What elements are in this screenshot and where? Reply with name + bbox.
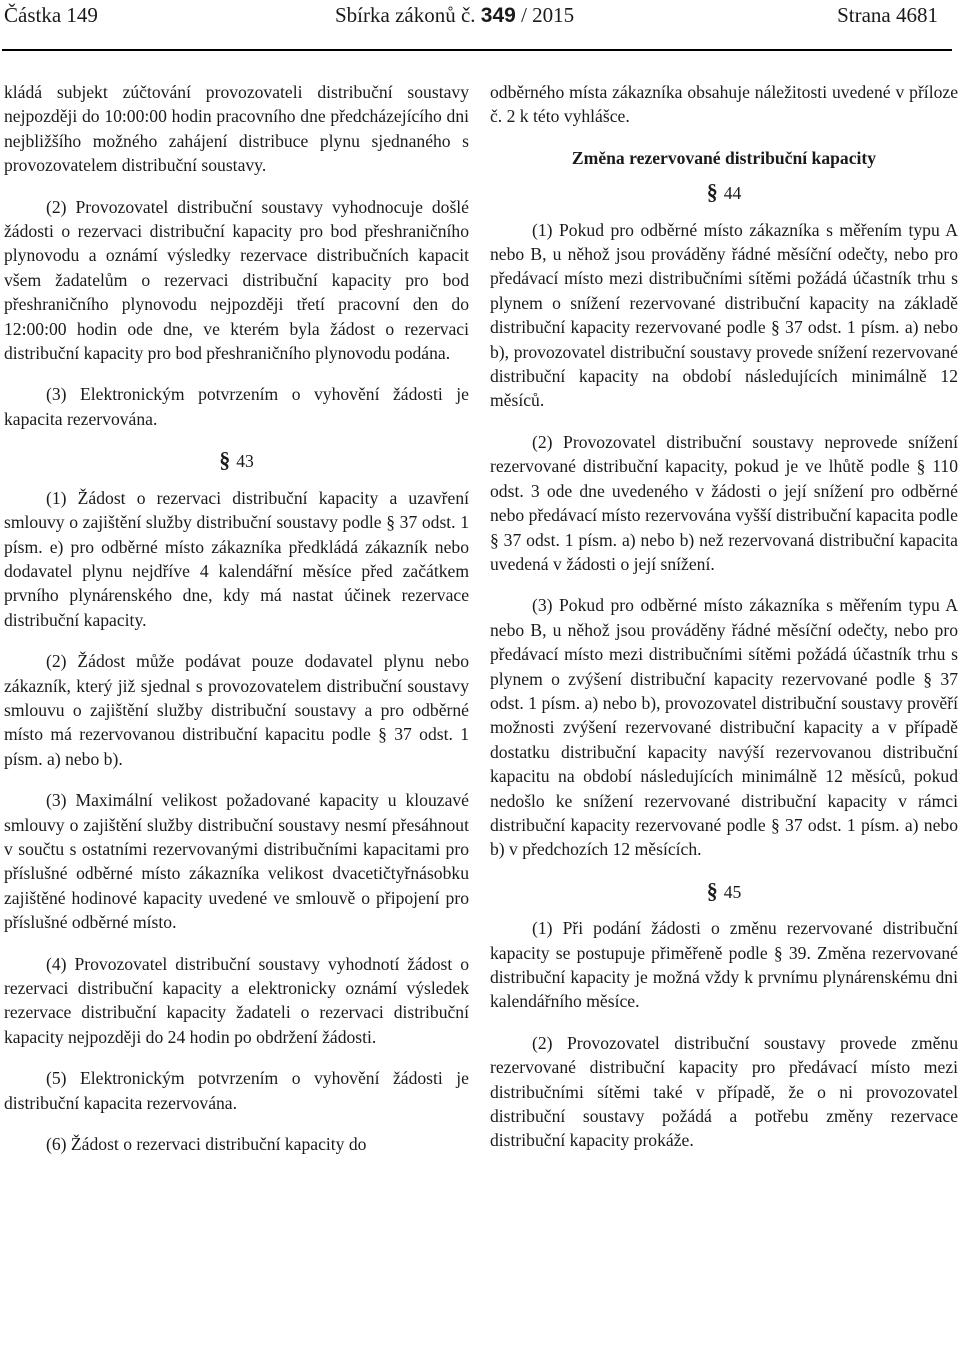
header-rule xyxy=(2,49,952,51)
paragraph-43-6: (6) Žádost o rezervaci distribuční kapacity do xyxy=(46,1134,367,1155)
section-heading-44 xyxy=(490,180,958,205)
header-collection-prefix: Sbírka zákonů č. xyxy=(335,3,476,27)
header-law-number: 349 xyxy=(480,4,516,27)
paragraph-continuation: kládá subjekt zúčtování provozovateli distribuční soustavy nejpozději do 10:00:00 hodin pracovního dne předcházejícího dni nejbližšího možného zahájení distribuce plynu sjednaného s provozovatelem distribuční soustavy. xyxy=(4,82,469,176)
paragraph-44-2: (2) Provozovatel distribuční soustavy neprovede snížení rezervované distribuční kapacity, pokud je ve lhůtě podle § 110 odst. 3 ode dne uvedeného v žádosti o její snížení pro odběrné nebo předávací místo rezervována vyšší distribuční kapacita podle § 37 odst. 1 písm. a) nebo b) než rezervovaná distribuční kapacita uvedená v žádosti o její snížení. xyxy=(490,431,958,574)
section-symbol: § xyxy=(706,179,718,205)
paragraph-44-3: (3) Pokud pro odběrné místo zákazníka s měřením typu A nebo B, u něhož jsou prováděny řádné měsíční odečty, nebo pro předávací místo mezi distribučními sítěmi požádá účastník trhu s plynem o zvýšení distribuční kapacity rezervované podle § 37 odst. 1 písm. a) nebo b), provozovatel distribuční soustavy prověří možnosti zvýšení rezervované distribuční kapacity a v případě dostatku distribuční kapacity navýší rezervovanou distribuční kapacitu na období následujících minimálně 12 měsíců, pokud nedošlo ke snížení rezervované distribuční kapacity v rámci distribuční kapacity rezervované podle § 37 odst. 1 písm. a) nebo b) v předchozích 12 měsících. xyxy=(490,595,958,860)
header-year: / 2015 xyxy=(521,3,575,27)
header-collection-title xyxy=(335,2,574,29)
header-part-number: Částka 149 xyxy=(4,3,98,27)
right-column xyxy=(490,80,958,1345)
paragraph-43-3: (3) Maximální velikost požadované kapacity u klouzavé smlouvy o zajištění služby distribuční soustavy nesmí přesáhnout v součtu s ostatními rezervovanými distribučními kapacitami pro příslušné odběrné místo zákazníka velikost dvacetičtyřnásobku zajištěné hodinové kapacity uvedené ve smlouvě o připojení pro příslušné odběrné místo. xyxy=(4,790,469,933)
paragraph-43-5: (5) Elektronickým potvrzením o vyhovění žádosti je distribuční kapacita rezervována. xyxy=(4,1068,469,1113)
section-number: 45 xyxy=(723,881,742,902)
paragraph-43-2: (2) Žádost může podávat pouze dodavatel plynu nebo zákazník, který již sjednal s provozovatelem distribuční soustavy smlouvu o zajištění služby distribuční soustavy a pro odběrné místo má rezervovanou distribuční kapacitu podle § 37 odst. 1 písm. a) nebo b). xyxy=(4,651,469,769)
paragraph-45-1: (1) Při podání žádosti o změnu rezervované distribuční kapacity se postupuje přiměřeně podle § 39. Změna rezervované distribuční kapacity je možná vždy k prvnímu plynárenskému dni kalendářního měsíce. xyxy=(490,918,958,1012)
section-symbol: § xyxy=(706,877,718,903)
paragraph-43-1: (1) Žádost o rezervaci distribuční kapacity a uzavření smlouvy o zajištění služby distribuční soustavy podle § 37 odst. 1 písm. e) pro odběrné místo zákazníka předkládá zákazník nebo dodavatel plynu nejdříve 4 kalendářní měsíce před začátkem prvního plynárenského dne, kdy má nastat účinek rezervace distribuční kapacity. xyxy=(4,487,469,630)
section-symbol: § xyxy=(219,447,231,473)
paragraph-45-2: (2) Provozovatel distribuční soustavy provede změnu rezervované distribuční kapacity pro předávací místo mezi distribučními sítěmi také v případě, že o ni provozovatel distribuční soustavy požádá a potřebu změny rezervace distribuční kapacity prokáže. xyxy=(490,1032,958,1151)
paragraph-43-4: (4) Provozovatel distribuční soustavy vyhodnotí žádost o rezervaci distribuční kapacity a elektronicky oznámí výsledek rezervace distribuční kapacity žadateli o rezervaci distribuční kapacity nejpozději do 24 hodin po obdržení žádosti. xyxy=(4,953,469,1047)
section-group-title: Změna rezervované distribuční kapacity xyxy=(571,147,877,168)
paragraph-continuation-right: odběrného místa zákazníka obsahuje náležitosti uvedené v příloze č. 2 k této vyhlášce. xyxy=(490,82,958,127)
section-number: 44 xyxy=(723,183,742,204)
section-number: 43 xyxy=(236,451,254,472)
paragraph-44-1: (1) Pokud pro odběrné místo zákazníka s měřením typu A nebo B, u něhož jsou prováděny řádné měsíční odečty, nebo pro předávací místo mezi distribučními sítěmi požádá účastník trhu s plynem o snížení rezervované distribuční kapacity na základě distribuční kapacity rezervované podle § 37 odst. 1 písm. a) nebo b), provozovatel distribuční soustavy provede snížení rezervované distribuční kapacity na období následujících minimálně 12 měsíců. xyxy=(490,219,958,411)
section-heading-45 xyxy=(490,879,958,904)
paragraph-42-3: (3) Elektronickým potvrzením o vyhovění žádosti je kapacita rezervována. xyxy=(4,384,469,429)
page-header xyxy=(0,0,960,30)
section-heading-43 xyxy=(4,448,469,473)
header-page-number: Strana 4681 xyxy=(837,3,938,27)
paragraph-42-2: (2) Provozovatel distribuční soustavy vyhodnocuje došlé žádosti o rezervaci distribuční kapacity pro bod přeshraničního plynovodu a oznámí výsledky rezervace distribučních kapacit všem žadatelům o rezervaci distribuční kapacity pro bod přeshraničního plynovodu nejpozději třetí pracovní den do 12:00:00 hodin ode dne, ve kterém byla žádost o rezervaci distribuční kapacity pro bod přeshraničního plynovodu podána. xyxy=(4,196,469,364)
left-column xyxy=(4,80,469,1345)
